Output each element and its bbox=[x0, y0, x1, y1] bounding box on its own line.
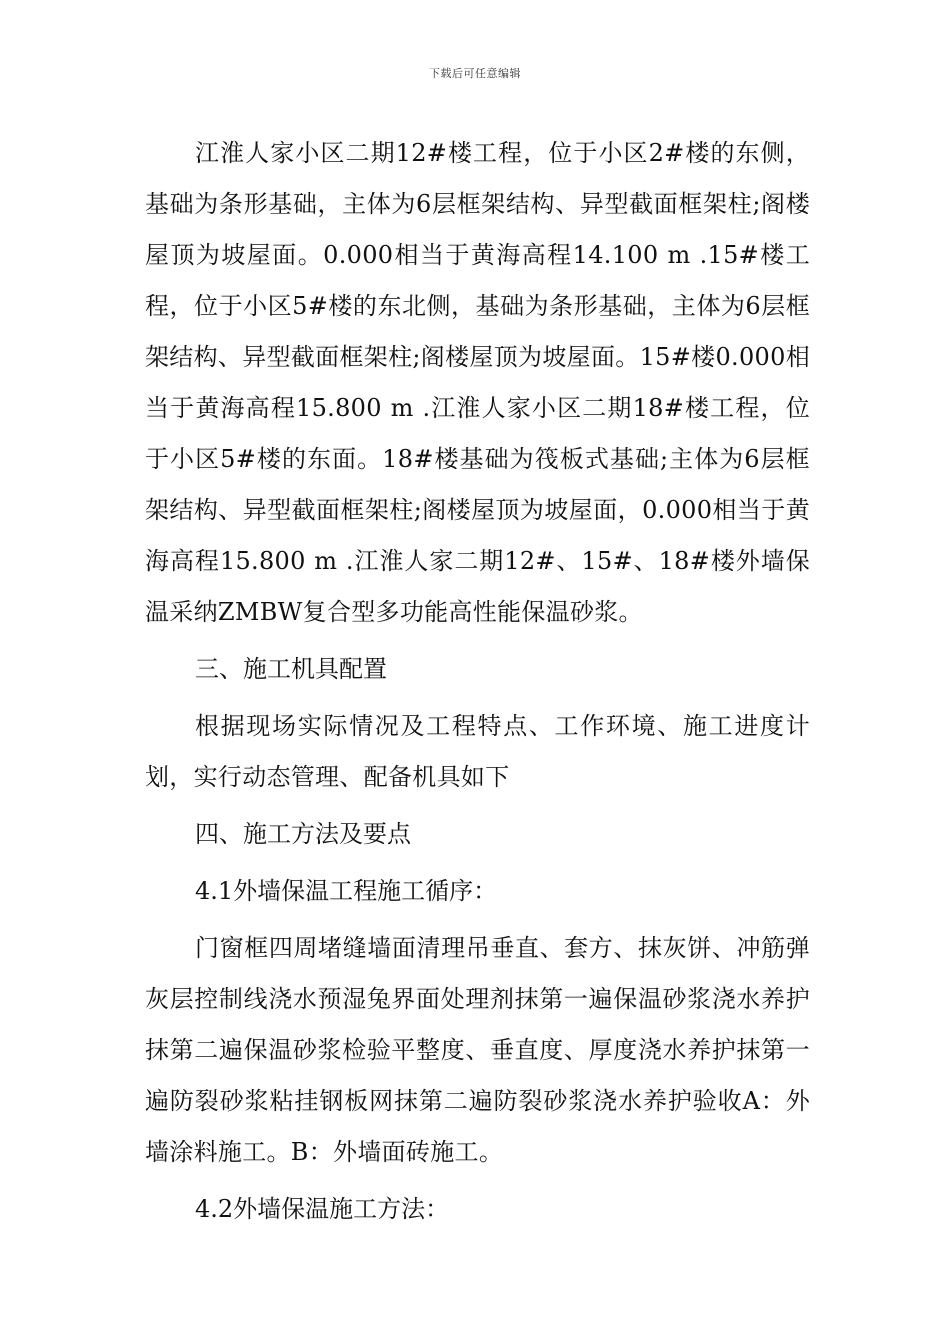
subsection-heading-4-1: 4.1外墙保温工程施工循序： bbox=[195, 877, 498, 905]
section-heading-methods: 四、施工方法及要点 bbox=[195, 820, 411, 848]
section-heading-equipment: 三、施工机具配置 bbox=[195, 655, 387, 683]
paragraph-project-overview: 江淮人家小区二期12#楼工程，位于小区2#楼的东侧，基础为条形基础，主体为6层框架结构、异型截面框架柱;阁楼屋顶为坡屋面。0.000相当于黄海高程14.100 m .15#楼工程，位于小区5#楼的东北侧，基础为条形基础，主体为6层框架结构、异型截面框架柱;阁楼屋顶为坡屋面。15#楼0.000相当于黄海高程15.800 m .江淮人家小区二期18#楼工程，位于小区5#楼的东面。18#楼基础为筏板式基础;主体为6层框架结构、异型截面框架柱;阁楼屋顶为坡屋面，0.000相当于黄海高程15.800 m .江淮人家二期12#、15#、18#楼外墙保温采纳ZMBW复合型多功能高性能保温砂浆。 bbox=[145, 139, 810, 626]
subsection-heading-4-2: 4.2外墙保温施工方法： bbox=[195, 1195, 450, 1223]
paragraph-construction-sequence: 门窗框四周堵缝墙面清理吊垂直、套方、抹灰饼、冲筋弹灰层控制线浇水预湿兔界面处理剂抹第一遍保温砂浆浇水养护抹第二遍保温砂浆检验平整度、垂直度、厚度浇水养护抹第一遍防裂砂浆粘挂钢板网抹第二遍防裂砂浆浇水养护验收A：外墙涂料施工。B：外墙面砖施工。 bbox=[145, 934, 810, 1166]
document-body bbox=[145, 128, 810, 1235]
paragraph-equipment: 根据现场实际情况及工程特点、工作环境、施工进度计划，实行动态管理、配备机具如下 bbox=[145, 712, 810, 791]
page-header: 下载后可任意编辑 bbox=[429, 67, 521, 80]
